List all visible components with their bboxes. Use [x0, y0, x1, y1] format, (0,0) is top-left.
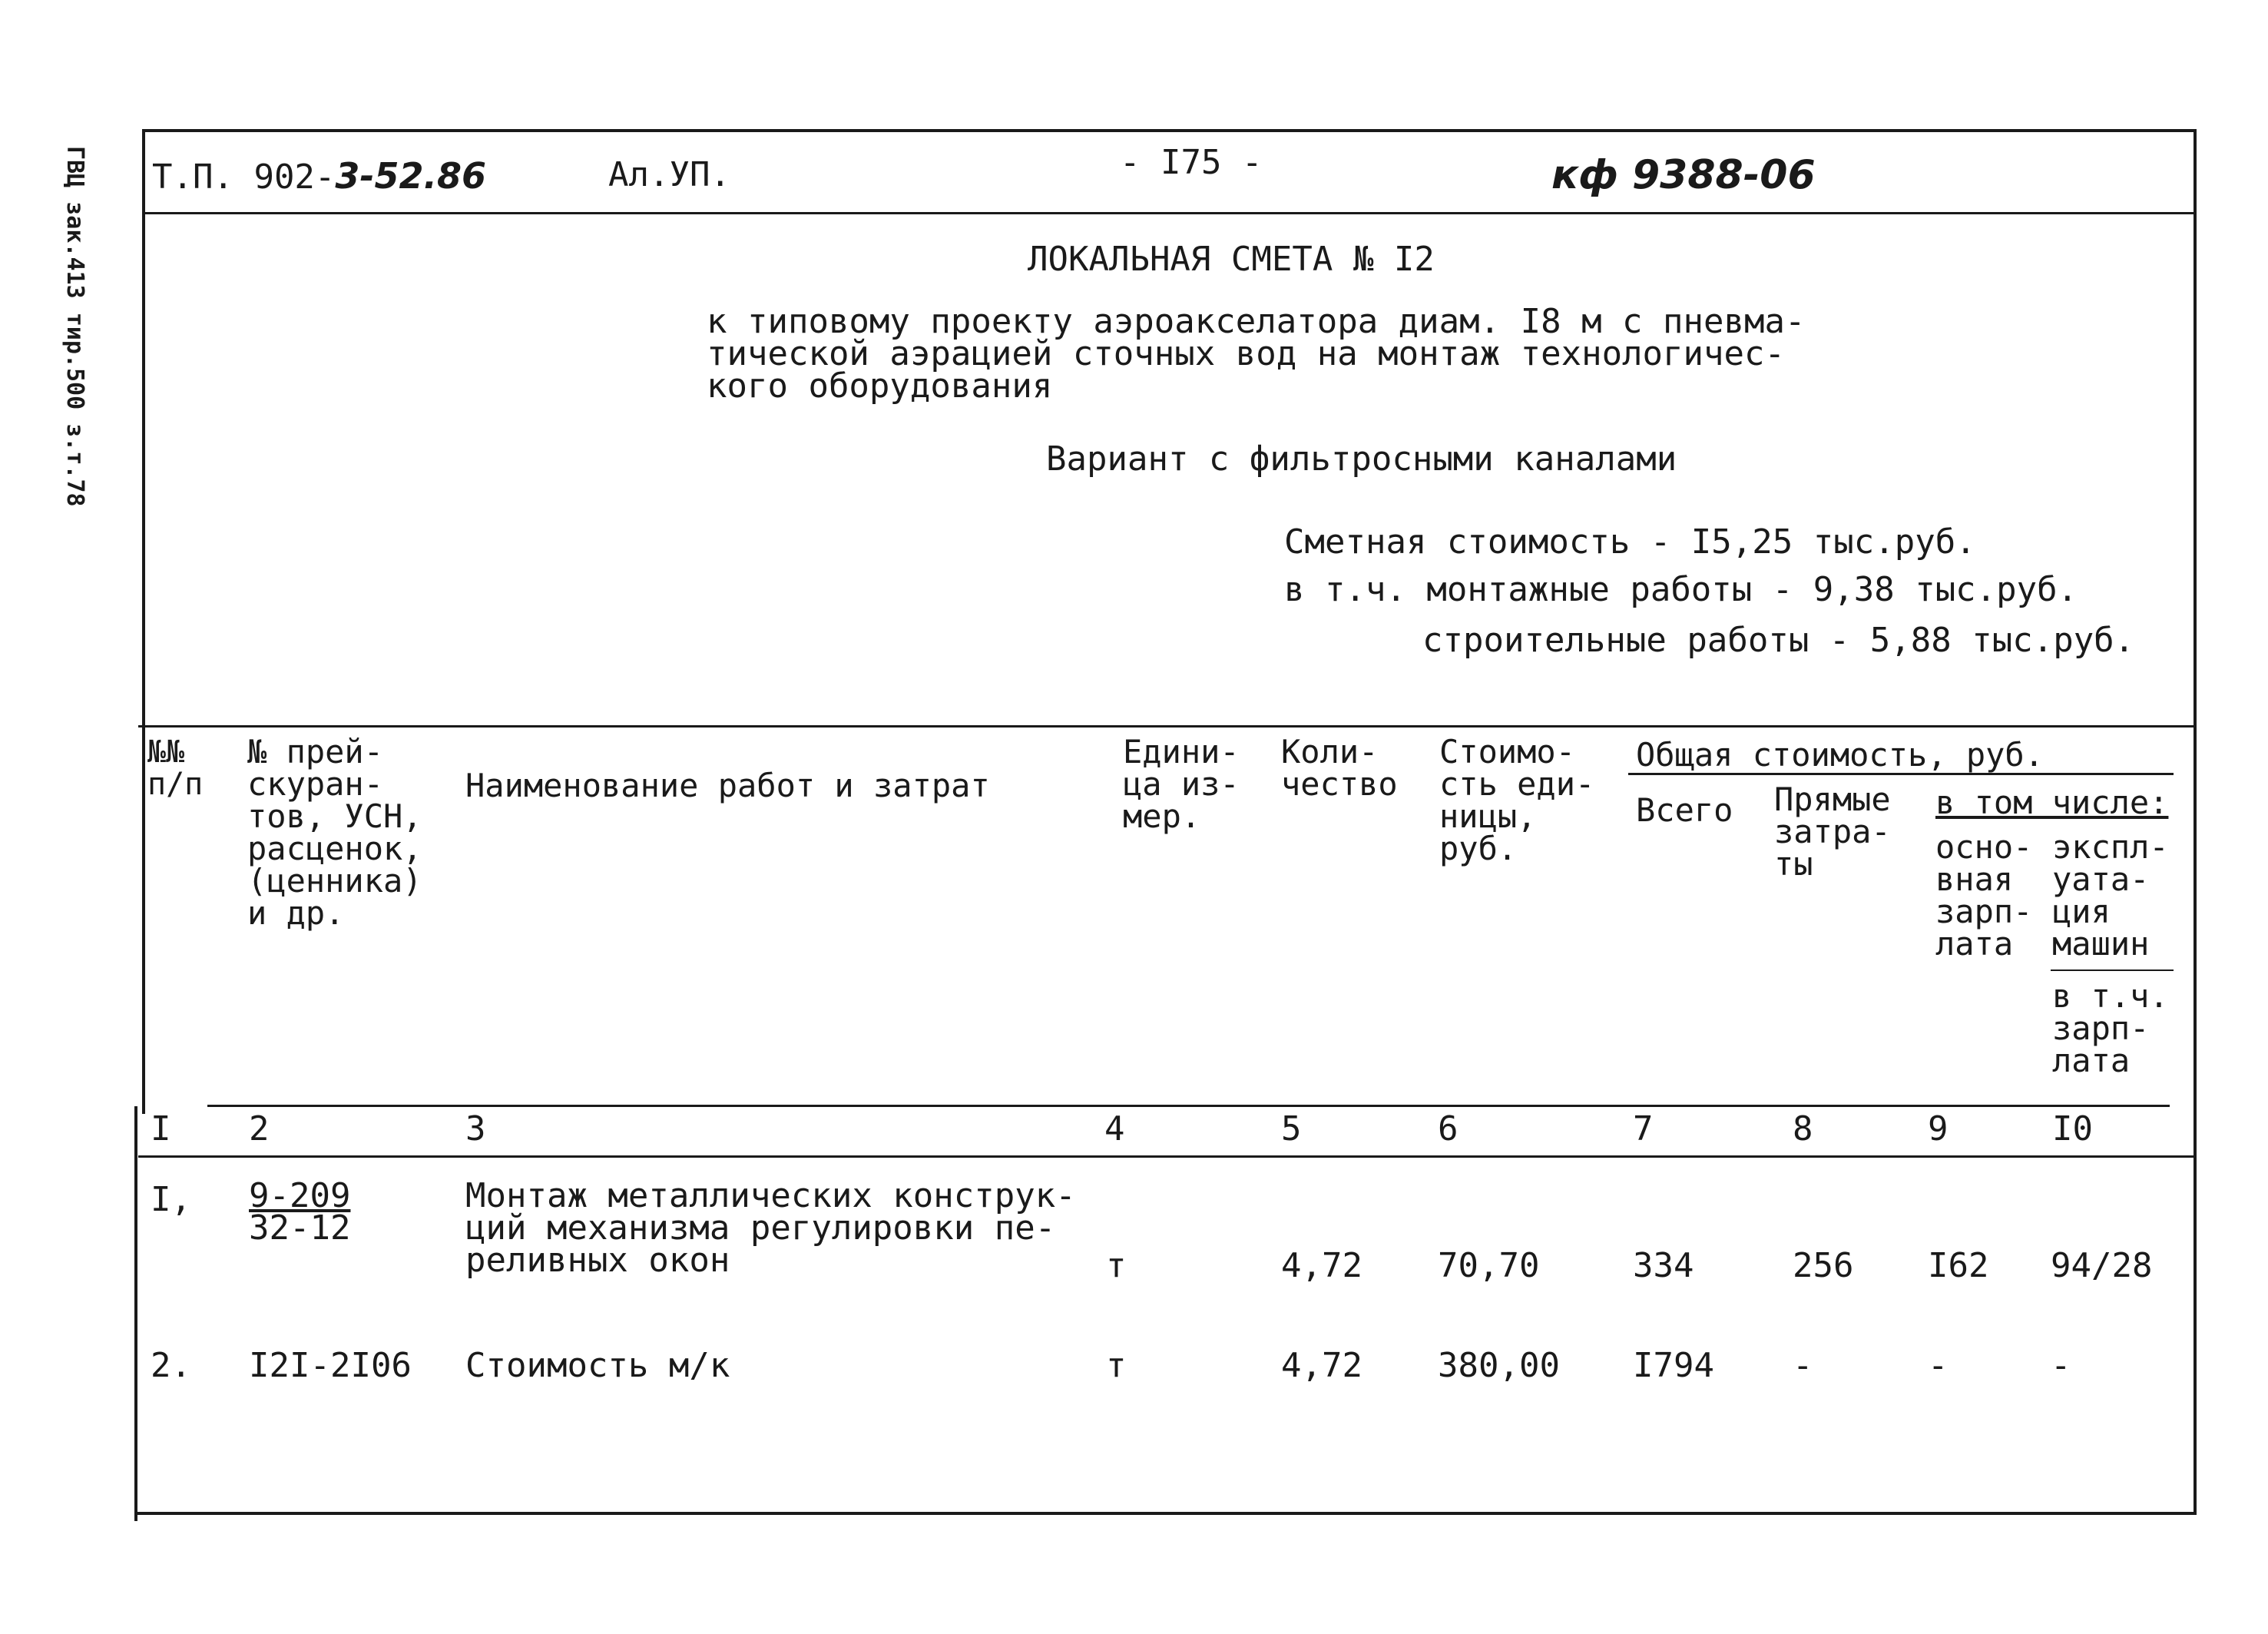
row-1-machines: 94/28 [2051, 1246, 2153, 1285]
col-header-salary: осно- вная зарп- лата [1935, 828, 2033, 963]
col-header-total-cost: Общая стоимость, руб. [1636, 736, 2045, 774]
row-2-number: 2. [151, 1346, 191, 1385]
construction-cost: строительные работы - 5,88 тыс.руб. [1422, 621, 2135, 660]
col-numbers-bottom-rule [138, 1155, 2197, 1158]
row-2-unit: т [1106, 1346, 1127, 1385]
row-1-unit-price: 70,70 [1438, 1246, 1540, 1285]
machines-rule [2051, 969, 2174, 971]
page-number: - I75 - [1120, 143, 1263, 182]
subtitle-line: кого оборудования [707, 366, 1053, 406]
col-number: I0 [2052, 1109, 2093, 1148]
col-number: 8 [1793, 1109, 1813, 1148]
table-top-rule [138, 725, 2197, 728]
subtitle-line: тической аэрацией сточных вод на монтаж технологичес- [707, 334, 1785, 373]
estimated-cost: Сметная стоимость - I5,25 тыс.руб. [1284, 522, 1976, 562]
row-1-code: 9-209 32-12 [249, 1176, 351, 1248]
frame-top [142, 129, 2197, 132]
row-2-unit-price: 380,00 [1438, 1346, 1560, 1385]
row-2-quantity: 4,72 [1281, 1346, 1362, 1385]
project-code [152, 155, 486, 197]
col-number: 9 [1928, 1109, 1948, 1148]
album-label: Ал.УП. [608, 155, 730, 194]
document-subtitle [707, 302, 1806, 406]
row-2-total: I794 [1633, 1346, 1714, 1385]
col-number: 3 [465, 1109, 486, 1148]
frame-bottom [134, 1512, 2197, 1515]
margin-note [54, 138, 100, 538]
col-numbers-top-rule [207, 1105, 2170, 1107]
col-header-unit-price: Стоимо- сть еди- ницы, руб. [1439, 733, 1595, 867]
row-2-direct: - [1793, 1346, 1813, 1385]
col-header-number: №№ п/п [147, 734, 204, 802]
header-rule [142, 212, 2197, 214]
col-header-unit: Едини- ца из- мер. [1123, 733, 1240, 835]
col-number: 6 [1438, 1109, 1458, 1148]
col-header-machines-salary: в т.ч. зарп- лата [2052, 977, 2169, 1079]
frame-left-upper [142, 129, 145, 1114]
col-header-name: Наименование работ и затрат [465, 767, 990, 804]
row-2-salary: - [1928, 1346, 1948, 1385]
col-number: 5 [1281, 1109, 1302, 1148]
frame-left-lower [134, 1106, 137, 1521]
col-number: 4 [1104, 1109, 1125, 1148]
col-header-including: в том числе: [1935, 784, 2169, 821]
row-2-machines: - [2051, 1346, 2071, 1385]
frame-right [2194, 129, 2197, 1512]
col-number: I [151, 1109, 171, 1148]
row-1-name: Монтаж металлических конструк- ций механизма регулировки пе- реливных окон [465, 1176, 1076, 1280]
project-number-handwritten: 3-52.86 [335, 155, 487, 197]
variant-label: Вариант с фильтросными каналами [1046, 439, 1677, 479]
row-1-total: 334 [1633, 1246, 1694, 1285]
document-title: ЛОКАЛЬНАЯ СМЕТА № I2 [1028, 240, 1435, 279]
col-number: 7 [1633, 1109, 1654, 1148]
row-1-number: I, [151, 1180, 191, 1219]
col-header-pricelist: № прей- скуран- тов, УСН, расценок, (ценника) и др. [247, 733, 422, 932]
col-header-all: Всего [1636, 791, 1733, 829]
row-2-code: I2I-2I06 [249, 1346, 412, 1385]
col-header-direct: Прямые затра- ты [1774, 781, 1891, 883]
row-1-unit: т [1106, 1246, 1127, 1285]
row-1-direct: 256 [1793, 1246, 1854, 1285]
document-code: кф 9388-06 [1551, 152, 1816, 198]
row-1-quantity: 4,72 [1281, 1246, 1362, 1285]
project-label: Т.П. 902- [152, 157, 336, 197]
margin-note-text: ГВЦ зак.413 тир.500 з.т.78 [61, 146, 88, 507]
installation-cost: в т.ч. монтажные работы - 9,38 тыс.руб. [1284, 570, 2078, 609]
col-number: 2 [249, 1109, 270, 1148]
row-2-name: Стоимость м/к [465, 1346, 730, 1385]
subtitle-line: к типовому проекту аэроакселатора диам. I8 м с пневма- [707, 302, 1806, 341]
col-header-machines: экспл- уата- ция машин [2052, 828, 2169, 963]
col-header-quantity: Коли- чество [1281, 733, 1398, 803]
row-1-salary: I62 [1928, 1246, 1989, 1285]
